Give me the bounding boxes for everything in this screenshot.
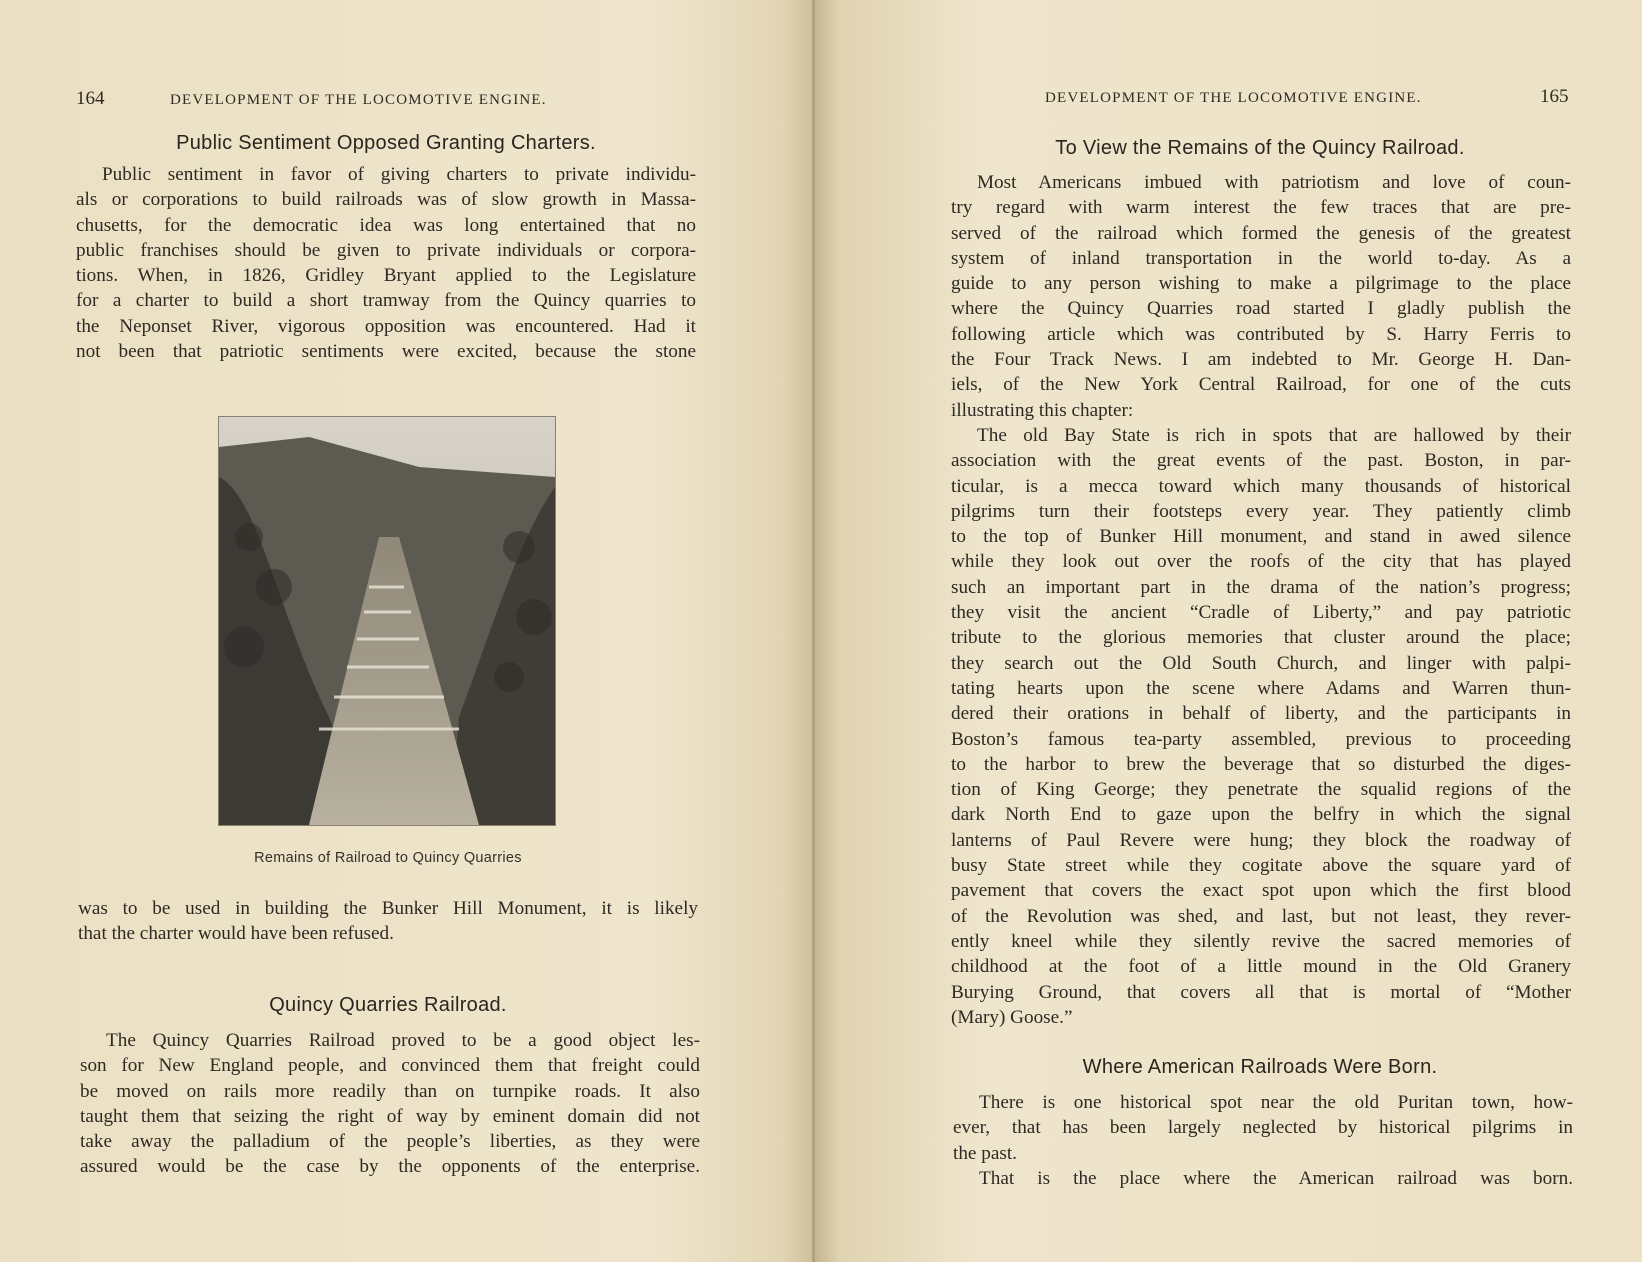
text-line: to the top of Bunker Hill monument, and stand in awed silence [951, 526, 1571, 548]
text-line: childhood at the foot of a little mound in the Old Granery [951, 956, 1571, 978]
running-head-left: DEVELOPMENT OF THE LOCOMOTIVE ENGINE. [170, 92, 547, 108]
text-line: Most Americans imbued with patriotism and love of coun- [977, 172, 1571, 193]
text-line: not been that patriotic sentiments were excited, because the stone [76, 341, 696, 363]
text-line: illustrating this chapter: [951, 399, 1134, 421]
text-line: tating hearts upon the scene where Adams and Warren thun- [951, 677, 1571, 699]
text-line: for a charter to build a short tramway from the Quincy quarries to [76, 290, 696, 312]
section-title-quincy-quarries: Quincy Quarries Railroad. [269, 994, 507, 1016]
text-line: try regard with warm interest the few traces that are pre- [951, 197, 1571, 219]
text-line: The old Bay State is rich in spots that are hallowed by their [977, 424, 1571, 446]
text-line: son for New England people, and convinced them that freight could [80, 1055, 700, 1077]
text-line: they search out the Old South Church, and linger with palpi- [951, 652, 1571, 674]
text-line: system of inland transportation in the world to-day. As a [951, 247, 1571, 269]
text-line: following article which was contributed by S. Harry Ferris to [951, 323, 1571, 345]
text-line: (Mary) Goose.” [951, 1006, 1073, 1028]
text-line: association with the great events of the past. Boston, in par- [951, 450, 1571, 472]
text-line: take away the palladium of the people’s liberties, as they were [80, 1131, 700, 1153]
text-line: iels, of the New York Central Railroad, for one of the cuts [951, 374, 1571, 396]
text-line: The Quincy Quarries Railroad proved to be a good object les- [106, 1030, 700, 1051]
text-line: tribute to the glorious memories that cluster around the place; [951, 627, 1571, 649]
text-line: ently kneel while they silently revive the sacred memories of [951, 930, 1571, 952]
text-line: such an important part in the drama of the nation’s progress; [951, 576, 1571, 598]
right-page [815, 0, 1642, 1262]
text-line: taught them that seizing the right of way by eminent domain did not [80, 1105, 700, 1127]
text-line: of the Revolution was shed, and last, but not least, they rever- [951, 905, 1571, 927]
section-body-view-remains [951, 170, 1571, 1030]
page-number-left: 164 [76, 88, 105, 109]
text-line: to the harbor to brew the beverage that so disturbed the diges- [951, 753, 1571, 775]
section-body-railroads-born [953, 1090, 1573, 1191]
text-line: als or corporations to build railroads was of slow growth in Massa- [76, 189, 696, 211]
running-head-right: DEVELOPMENT OF THE LOCOMOTIVE ENGINE. [1045, 90, 1422, 106]
text-line: was to be used in building the Bunker Hill Monument, it is likely [78, 898, 698, 919]
text-line: the Neponset River, vigorous opposition was encountered. Had it [76, 315, 696, 337]
left-page [0, 0, 815, 1262]
section-body-public-sentiment [76, 162, 696, 364]
text-line: Public sentiment in favor of giving charters to private individu- [102, 164, 696, 185]
text-line: lanterns of Paul Revere were hung; they block the roadway of [951, 829, 1571, 851]
quincy-railroad-photo [218, 416, 556, 826]
photo-illustration [219, 417, 555, 825]
text-line: they visit the ancient “Cradle of Liberty,” and pay patriotic [951, 602, 1571, 624]
section-title-public-sentiment: Public Sentiment Opposed Granting Charters. [176, 132, 596, 154]
text-line: that the charter would have been refused. [78, 923, 394, 945]
page-number-right: 165 [1540, 86, 1569, 107]
text-line: chusetts, for the democratic idea was long entertained that no [76, 214, 696, 236]
text-line: pilgrims turn their footsteps every year. They patiently climb [951, 500, 1571, 522]
text-line: public franchises should be given to private individuals or corpora- [76, 239, 696, 261]
text-line: ticular, is a mecca toward which many thousands of historical [951, 475, 1571, 497]
text-line: That is the place where the American railroad was born. [979, 1167, 1573, 1189]
text-line: ever, that has been largely neglected by historical pilgrims in [953, 1117, 1573, 1139]
section-title-view-remains: To View the Remains of the Quincy Railroad. [1055, 137, 1465, 159]
section-title-railroads-born: Where American Railroads Were Born. [1082, 1056, 1438, 1078]
text-line: Boston’s famous tea-party assembled, previous to proceeding [951, 728, 1571, 750]
text-line: There is one historical spot near the old Puritan town, how- [979, 1092, 1573, 1113]
text-line: pavement that covers the exact spot upon which the first blood [951, 880, 1571, 902]
text-line: tion of King George; they penetrate the squalid regions of the [951, 779, 1571, 801]
text-line: guide to any person wishing to make a pilgrimage to the place [951, 273, 1571, 295]
continuation-text [78, 896, 698, 947]
text-line: served of the railroad which formed the genesis of the greatest [951, 222, 1571, 244]
text-line: the past. [953, 1142, 1017, 1164]
text-line: busy State street while they cogitate above the square yard of [951, 855, 1571, 877]
text-line: where the Quincy Quarries road started I gladly publish the [951, 298, 1571, 320]
section-body-quincy-quarries [80, 1028, 700, 1180]
text-line: assured would be the case by the opponents of the enterprise. [80, 1156, 700, 1178]
text-line: the Four Track News. I am indebted to Mr. George H. Dan- [951, 349, 1571, 371]
text-line: be moved on rails more readily than on turnpike roads. It also [80, 1080, 700, 1102]
text-line: dark North End to gaze upon the belfry in which the signal [951, 804, 1571, 826]
text-line: Burying Ground, that covers all that is mortal of “Mother [951, 981, 1571, 1003]
text-line: while they look out over the roofs of the city that has played [951, 551, 1571, 573]
text-line: dered their orations in behalf of liberty, and the participants in [951, 703, 1571, 725]
figure-caption: Remains of Railroad to Quincy Quarries [254, 850, 522, 866]
text-line: tions. When, in 1826, Gridley Bryant applied to the Legislature [76, 265, 696, 287]
